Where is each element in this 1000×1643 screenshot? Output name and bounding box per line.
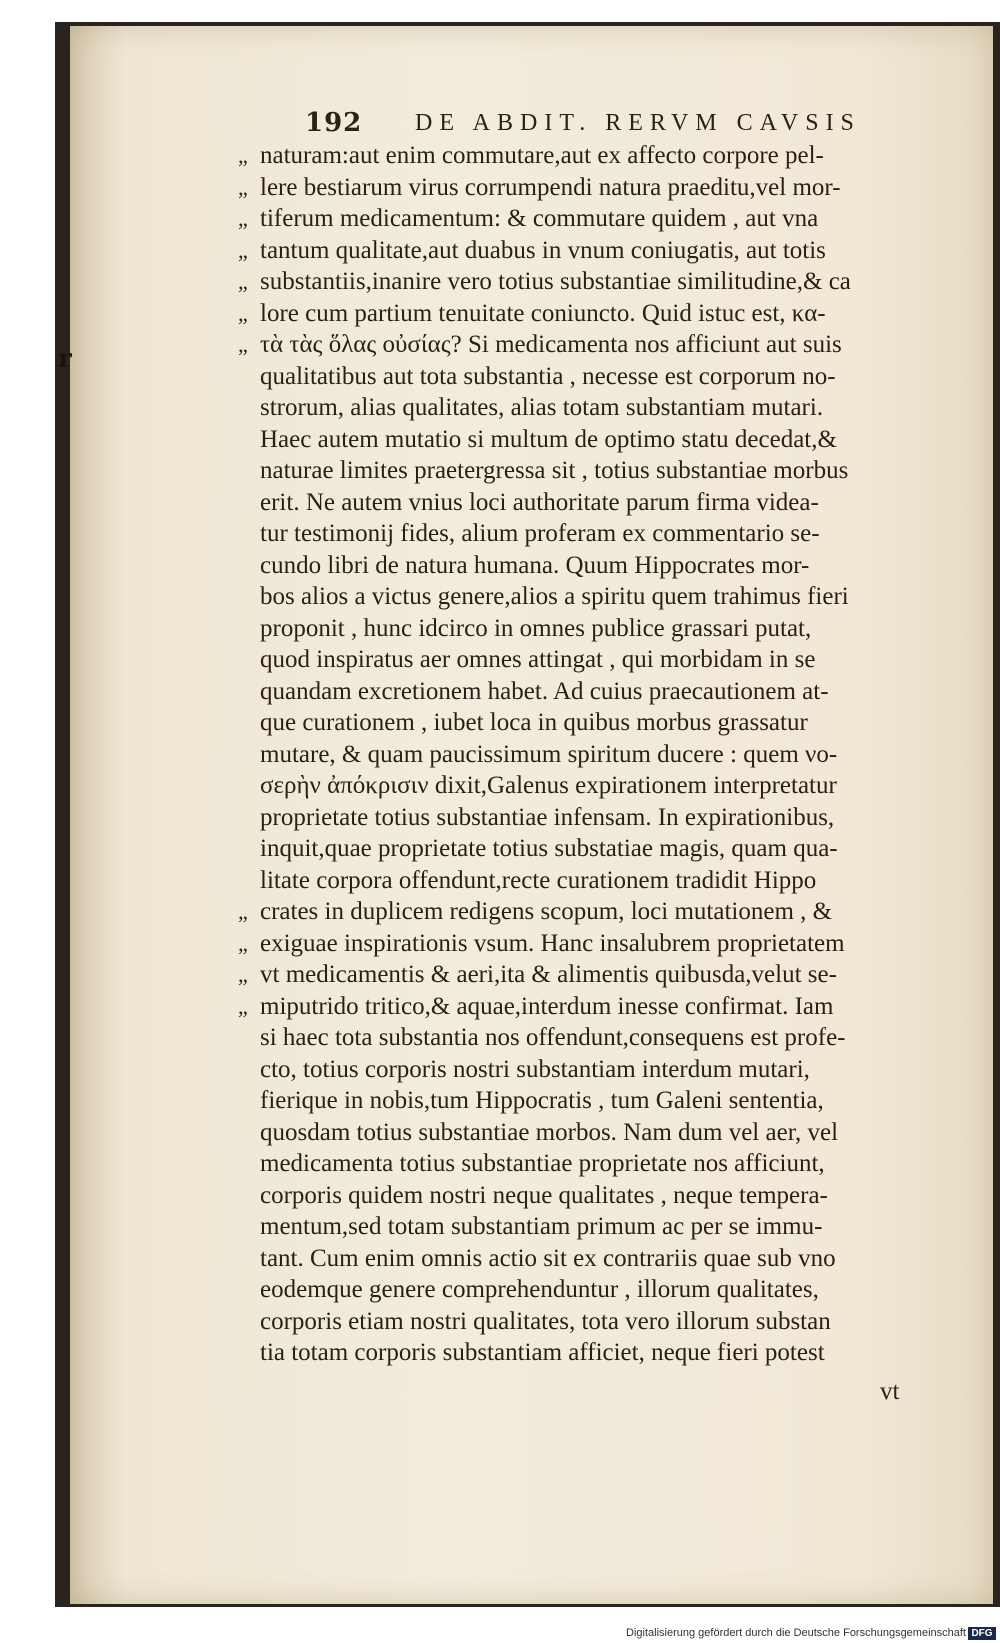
line-text: strorum, alias qualitates, alias totam substantiam mutari. (260, 394, 824, 421)
line-text: si haec tota substantia nos offendunt,consequens est profe- (260, 1024, 846, 1051)
line-text: τὰ τὰς ὅλας οὐσίας? Si medicamenta nos afficiunt aut suis (260, 331, 842, 358)
text-line (260, 487, 940, 519)
line-text: miputrido tritico,& aquae,interdum inesse confirmat. Iam (260, 992, 834, 1020)
text-line (260, 802, 940, 834)
text-line (260, 770, 940, 802)
line-text: fierique in nobis,tum Hippocratis , tum Galeni sententia, (260, 1087, 824, 1114)
text-line (260, 613, 940, 645)
line-text: tiferum medicamentum: & commutare quidem , aut vna (260, 205, 819, 232)
text-line (238, 203, 940, 235)
line-text: proponit , hunc idcirco in omnes publice grassari putat, (260, 614, 812, 642)
line-text: que curationem , iubet loca in quibus morbus grassatur (260, 709, 808, 736)
text-line (260, 424, 940, 456)
text-line (260, 1306, 940, 1338)
quote-mark: „ (238, 962, 248, 987)
catchword: vt (880, 1378, 900, 1405)
text-line (260, 1274, 940, 1306)
running-head (305, 108, 865, 144)
text-line (260, 1054, 940, 1086)
quote-mark: „ (238, 300, 248, 326)
line-text: inquit,quae proprietate totius substatiae magis, quam qua- (260, 835, 838, 862)
line-text: litate corpora offendunt,recte curationem tradidit Hippo (260, 866, 817, 894)
text-line (260, 1085, 940, 1117)
dfg-logo: DFG (968, 1627, 996, 1640)
text-line (238, 140, 940, 172)
text-line (260, 1022, 940, 1054)
text-line (260, 1180, 940, 1212)
text-line (260, 833, 940, 865)
line-text: quosdam totius substantiae morbos. Nam dum vel aer, vel (260, 1118, 839, 1146)
line-text: lore cum partium tenuitate coniuncto. Quid istuc est, κα- (260, 299, 826, 327)
quote-mark: „ (238, 174, 248, 200)
text-line (260, 739, 940, 771)
running-title: DE ABDIT. RERVM CAVSIS (415, 110, 861, 136)
text-line (260, 581, 940, 613)
body-text (238, 140, 940, 1369)
text-line (238, 896, 940, 928)
text-line (260, 644, 940, 676)
text-line (238, 959, 940, 991)
text-line (238, 266, 940, 298)
text-line (260, 1243, 940, 1275)
line-text: naturae limites praetergressa sit , totius substantiae morbus (260, 457, 849, 484)
line-text: mentum,sed totam substantiam primum ac per se immu- (260, 1213, 823, 1240)
line-text: quandam excretionem habet. Ad cuius praecautionem at- (260, 677, 829, 705)
quote-mark: „ (238, 143, 248, 168)
text-line (260, 1211, 940, 1243)
text-line (260, 1148, 940, 1180)
quote-mark: „ (238, 930, 248, 956)
quote-mark: „ (238, 332, 248, 357)
line-text: corporis quidem nostri neque qualitates , neque tempera- (260, 1181, 828, 1209)
quote-mark: „ (238, 237, 248, 263)
text-line (260, 550, 940, 582)
line-text: σερὴν ἀπόκρισιν dixit,Galenus expirationem interpretatur (260, 772, 837, 799)
page-number: 192 (305, 108, 363, 138)
line-text: mutare, & quam paucissimum spiritum ducere : quem νο- (260, 740, 838, 768)
text-line (260, 1337, 940, 1369)
text-line (260, 707, 940, 739)
quote-mark: „ (238, 993, 248, 1019)
text-line (260, 361, 940, 393)
text-line (238, 298, 940, 330)
line-text: proprietate totius substantiae infensam. In expirationibus, (260, 803, 835, 831)
text-line (260, 518, 940, 550)
line-text: tur testimonij fides, alium proferam ex commentario se- (260, 520, 820, 547)
line-text: tantum qualitate,aut duabus in vnum coniugatis, aut totis (260, 236, 826, 264)
text-line (238, 235, 940, 267)
line-text: cundo libri de natura humana. Quum Hippocrates mor- (260, 551, 810, 579)
quote-mark: „ (238, 206, 248, 231)
line-text: exiguae inspirationis vsum. Hanc insalubrem proprietatem (260, 929, 845, 957)
text-line (238, 172, 940, 204)
line-text: tant. Cum enim omnis actio sit ex contrariis quae sub vno (260, 1244, 836, 1272)
line-text: medicamenta totius substantiae proprietate nos afficiunt, (260, 1150, 825, 1177)
line-text: qualitatibus aut tota substantia , necesse est corporum no- (260, 362, 836, 390)
line-text: eodemque genere comprehenduntur , illorum qualitates, (260, 1276, 819, 1303)
margin-mark: r (58, 344, 72, 374)
text-line (260, 676, 940, 708)
text-line (260, 1117, 940, 1149)
text-line (260, 392, 940, 424)
line-text: vt medicamentis & aeri,ita & alimentis quibusda,velut se- (260, 961, 837, 988)
line-text: erit. Ne autem vnius loci authoritate parum firma videa- (260, 488, 819, 516)
quote-mark: „ (238, 899, 248, 924)
line-text: Haec autem mutatio si multum de optimo statu decedat,& (260, 425, 837, 453)
line-text: naturam:aut enim commutare,aut ex affecto corpore pel- (260, 142, 824, 169)
line-text: cto, totius corporis nostri substantiam interdum mutari, (260, 1055, 810, 1083)
quote-mark: „ (238, 269, 248, 294)
line-text: bos alios a victus genere,alios a spiritu quem trahimus fieri (260, 583, 849, 610)
text-line (238, 928, 940, 960)
text-line (238, 329, 940, 361)
line-text: lere bestiarum virus corrumpendi natura praeditu,vel mor- (260, 173, 841, 201)
text-line (260, 455, 940, 487)
line-text: substantiis,inanire vero totius substantiae similitudine,& ca (260, 268, 851, 295)
line-text: tia totam corporis substantiam afficiet, neque fieri potest (260, 1339, 825, 1366)
line-text: crates in duplicem redigens scopum, loci mutationem , & (260, 898, 833, 925)
text-line (238, 991, 940, 1023)
line-text: quod inspiratus aer omnes attingat , qui morbidam in se (260, 646, 816, 673)
funding-notice: Digitalisierung gefördert durch die Deutsche Forschungsgemeinschaft (626, 1627, 966, 1639)
text-line (260, 865, 940, 897)
line-text: corporis etiam nostri qualitates, tota vero illorum substan (260, 1307, 831, 1335)
